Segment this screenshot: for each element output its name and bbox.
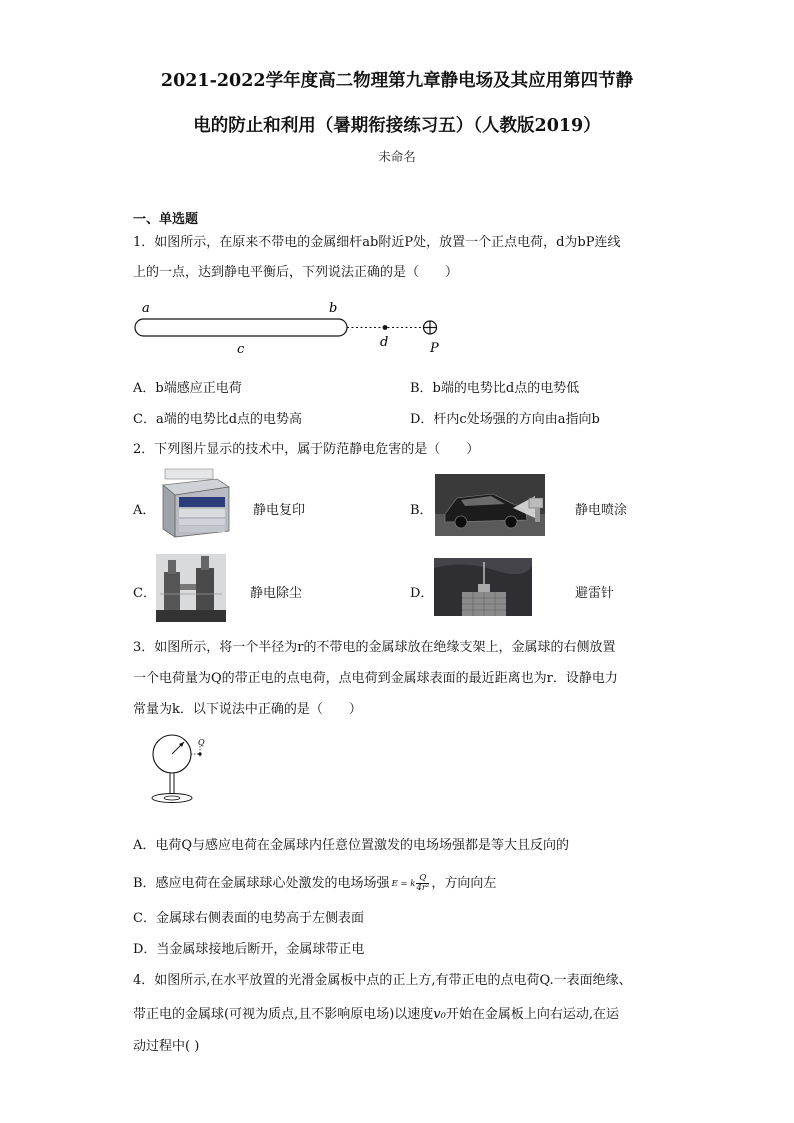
q3-option-d: D．当金属球接地后断开，金属球带正电 — [133, 942, 365, 957]
label-p: P — [430, 341, 439, 356]
q3-option-b-formula: E = k $\frac{Q}{\text{4r²}}$ — [391, 873, 430, 893]
q3-option-b — [133, 874, 496, 893]
q2-option-b-label: 静电喷涂 — [575, 503, 628, 518]
q3-option-b-post: ，方向向左 — [431, 876, 497, 891]
section-heading: 一、单选题 — [133, 212, 199, 227]
q2-stem: 2．下列图片显示的技术中，属于防范静电危害的是（ ） — [133, 442, 480, 457]
copier-photo-icon — [155, 467, 233, 539]
q1-stem-line1: 1．如图所示，在原来不带电的金属细杆ab附近P处，放置一个正点电荷，d为bP连线 — [133, 235, 621, 250]
q4-stem-line1: 4．如图所示,在水平放置的光滑金属板中点的正上方,有带正电的点电荷Q.一表面绝缘、 — [133, 973, 632, 988]
q3-stem-line3: 常量为k．以下说法中正确的是（ ） — [133, 702, 362, 717]
v0-symbol: v₀ — [433, 1007, 446, 1022]
doc-subtitle: 未命名 — [378, 149, 416, 164]
q3-stem-line2: 一个电荷量为Q的带正电的点电荷，点电荷到金属球表面的最近距离也为r．设静电力 — [133, 671, 618, 686]
label-d: d — [380, 335, 389, 350]
q4-stem-line2: 带正电的金属球(可视为质点,且不影响原电场)以速度v₀开始在金属板上向右运动,在运 — [133, 1007, 619, 1022]
label-c: c — [237, 342, 245, 357]
point-charge-q — [198, 752, 201, 755]
q1-option-a: A．b端感应正电荷 — [133, 381, 242, 396]
q4-stem-line3: 动过程中( ) — [133, 1039, 200, 1054]
q2-option-a-label: 静电复印 — [253, 503, 306, 518]
q3-option-c: C．金属球右侧表面的电势高于左侧表面 — [133, 911, 364, 926]
lightning-rod-photo-icon — [434, 558, 532, 616]
q2-option-d-label: 避雷针 — [575, 586, 615, 601]
label-b: b — [329, 301, 338, 316]
q3-stem-line1: 3．如图所示，将一个半径为r的不带电的金属球放在绝缘支架上，金属球的右侧放置 — [133, 640, 616, 655]
q3-sphere-figure — [140, 732, 230, 812]
q1-option-d: D．杆内c处场强的方向由a指向b — [410, 412, 600, 427]
q2-option-b-letter: B． — [410, 503, 433, 518]
q2-option-c-letter: C． — [133, 586, 156, 601]
q2-option-d-letter: D． — [410, 586, 434, 601]
q2-option-c-label: 静电除尘 — [250, 586, 303, 601]
metal-rod — [135, 319, 347, 336]
q1-stem-line2: 上的一点，达到静电平衡后，下列说法正确的是（ ） — [133, 265, 459, 280]
doc-title-line1: 2021-2022学年度高二物理第九章静电场及其应用第四节静 — [160, 71, 634, 91]
q1-rod-figure — [125, 295, 455, 360]
label-q: Q — [198, 738, 205, 747]
point-d — [383, 325, 388, 330]
q1-option-c: C．a端的电势比d点的电势高 — [133, 412, 303, 427]
q2-option-a-letter: A． — [133, 503, 156, 518]
car-spray-photo-icon — [435, 474, 545, 536]
label-a: a — [142, 301, 150, 316]
doc-title-line2: 电的防止和利用（暑期衔接练习五）（人教版2019） — [193, 116, 601, 136]
q3-option-b-text: B．感应电荷在金属球球心处激发的电场场强 — [133, 876, 390, 891]
q3-option-a: A．电荷Q与感应电荷在金属球内任意位置激发的电场场强都是等大且反向的 — [133, 838, 570, 853]
dust-collector-photo-icon — [156, 554, 226, 622]
q1-option-b: B．b端的电势比d点的电势低 — [410, 381, 580, 396]
